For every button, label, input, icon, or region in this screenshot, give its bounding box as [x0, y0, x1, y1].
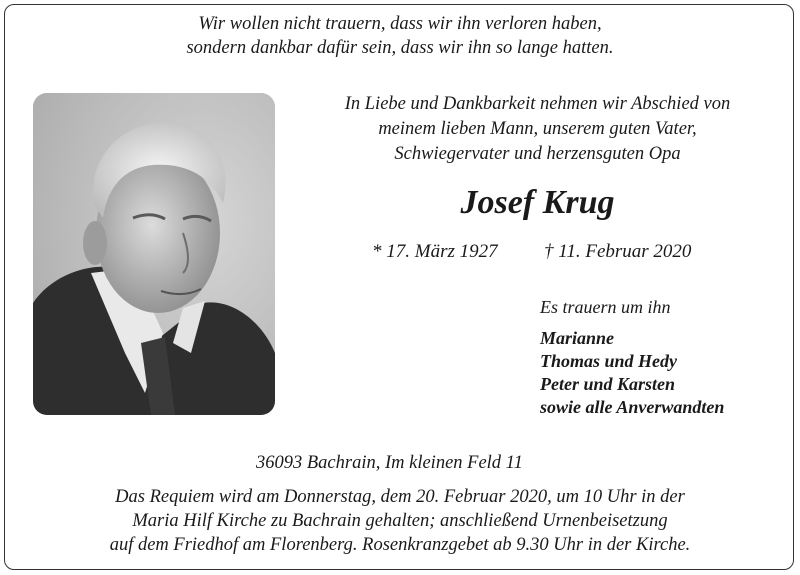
mourner-name: Marianne	[540, 328, 615, 348]
death-date: † 11. Februar 2020	[544, 241, 692, 262]
mourner-name: sowie alle Anverwandten	[540, 397, 725, 417]
motto-quote	[0, 12, 800, 60]
family-address: 36093 Bachrain, Im kleinen Feld 11	[256, 453, 523, 473]
intro-line-3: Schwiegervater und herzensguten Opa	[394, 144, 681, 164]
mourner-name: Thomas und Hedy	[540, 351, 678, 371]
intro-line-2: meinem lieben Mann, unserem guten Vater,	[378, 119, 697, 139]
mourner-list	[540, 327, 724, 419]
deceased-name: Josef Krug	[460, 184, 615, 221]
farewell-intro	[300, 92, 775, 167]
portrait-photo	[33, 93, 275, 415]
mourner-name: Peter und Karsten	[540, 374, 676, 394]
intro-line-1: In Liebe und Dankbarkeit nehmen wir Abschied von	[344, 94, 731, 114]
service-line-2: Maria Hilf Kirche zu Bachrain gehalten; anschließend Urnenbeisetzung	[132, 511, 668, 531]
mourning-label: Es trauern um ihn	[540, 297, 671, 317]
service-line-3: auf dem Friedhof am Florenberg. Rosenkranzgebet ab 9.30 Uhr in der Kirche.	[109, 535, 691, 555]
service-line-1: Das Requiem wird am Donnerstag, dem 20. Februar 2020, um 10 Uhr in der	[115, 487, 685, 507]
motto-line-1: Wir wollen nicht trauern, dass wir ihn verloren haben,	[198, 14, 602, 34]
birth-date: * 17. März 1927	[372, 241, 498, 262]
motto-line-2: sondern dankbar dafür sein, dass wir ihn so lange hatten.	[186, 38, 614, 58]
portrait-image	[33, 93, 275, 415]
service-info	[0, 485, 800, 557]
